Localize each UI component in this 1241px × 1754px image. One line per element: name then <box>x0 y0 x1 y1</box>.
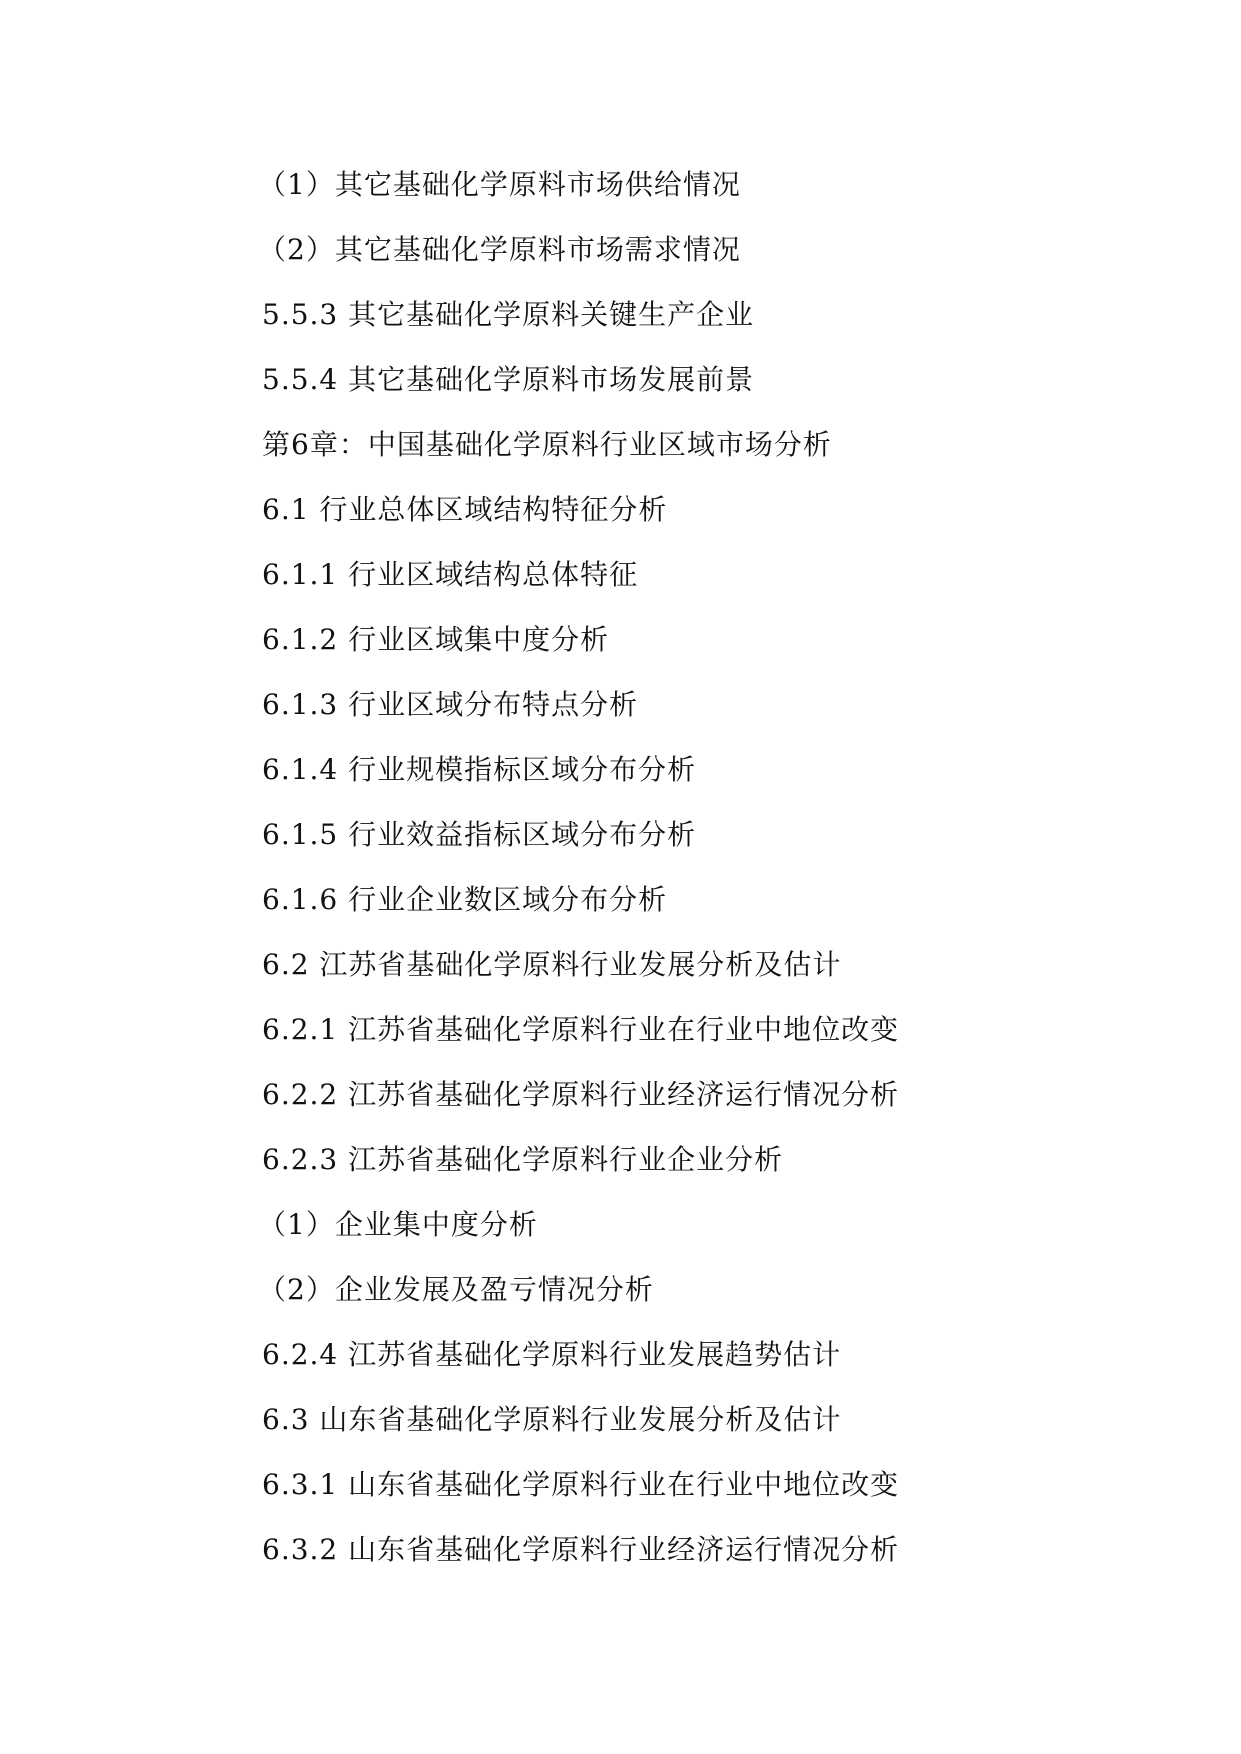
toc-line: 6.3.1 山东省基础化学原料行业在行业中地位改变 <box>262 1468 900 1501</box>
toc-line: （2）其它基础化学原料市场需求情况 <box>258 233 741 266</box>
toc-line: 6.2.2 江苏省基础化学原料行业经济运行情况分析 <box>262 1078 900 1111</box>
toc-line: 6.1.3 行业区域分布特点分析 <box>262 688 639 721</box>
toc-line: 5.5.4 其它基础化学原料市场发展前景 <box>262 363 755 396</box>
toc-line: 6.3.2 山东省基础化学原料行业经济运行情况分析 <box>262 1533 900 1566</box>
toc-line: 6.2.4 江苏省基础化学原料行业发展趋势估计 <box>262 1338 842 1371</box>
chapter-heading: 第6章：中国基础化学原料行业区域市场分析 <box>262 428 832 461</box>
toc-line: 5.5.3 其它基础化学原料关键生产企业 <box>262 298 755 331</box>
toc-line: 6.2 江苏省基础化学原料行业发展分析及估计 <box>262 948 842 981</box>
toc-line: 6.2.1 江苏省基础化学原料行业在行业中地位改变 <box>262 1013 900 1046</box>
table-of-contents <box>258 152 1162 1582</box>
toc-line: 6.1.5 行业效益指标区域分布分析 <box>262 818 697 851</box>
toc-line: 6.1.1 行业区域结构总体特征 <box>262 558 639 591</box>
toc-line: 6.1.4 行业规模指标区域分布分析 <box>262 753 697 786</box>
toc-line: 6.2.3 江苏省基础化学原料行业企业分析 <box>262 1143 784 1176</box>
toc-line: 6.3 山东省基础化学原料行业发展分析及估计 <box>262 1403 842 1436</box>
toc-line: （1）其它基础化学原料市场供给情况 <box>258 168 741 201</box>
toc-line: 6.1 行业总体区域结构特征分析 <box>262 493 668 526</box>
toc-line: （2）企业发展及盈亏情况分析 <box>258 1273 654 1306</box>
toc-line: 6.1.2 行业区域集中度分析 <box>262 623 610 656</box>
toc-line: （1）企业集中度分析 <box>258 1208 538 1241</box>
toc-line: 6.1.6 行业企业数区域分布分析 <box>262 883 668 916</box>
